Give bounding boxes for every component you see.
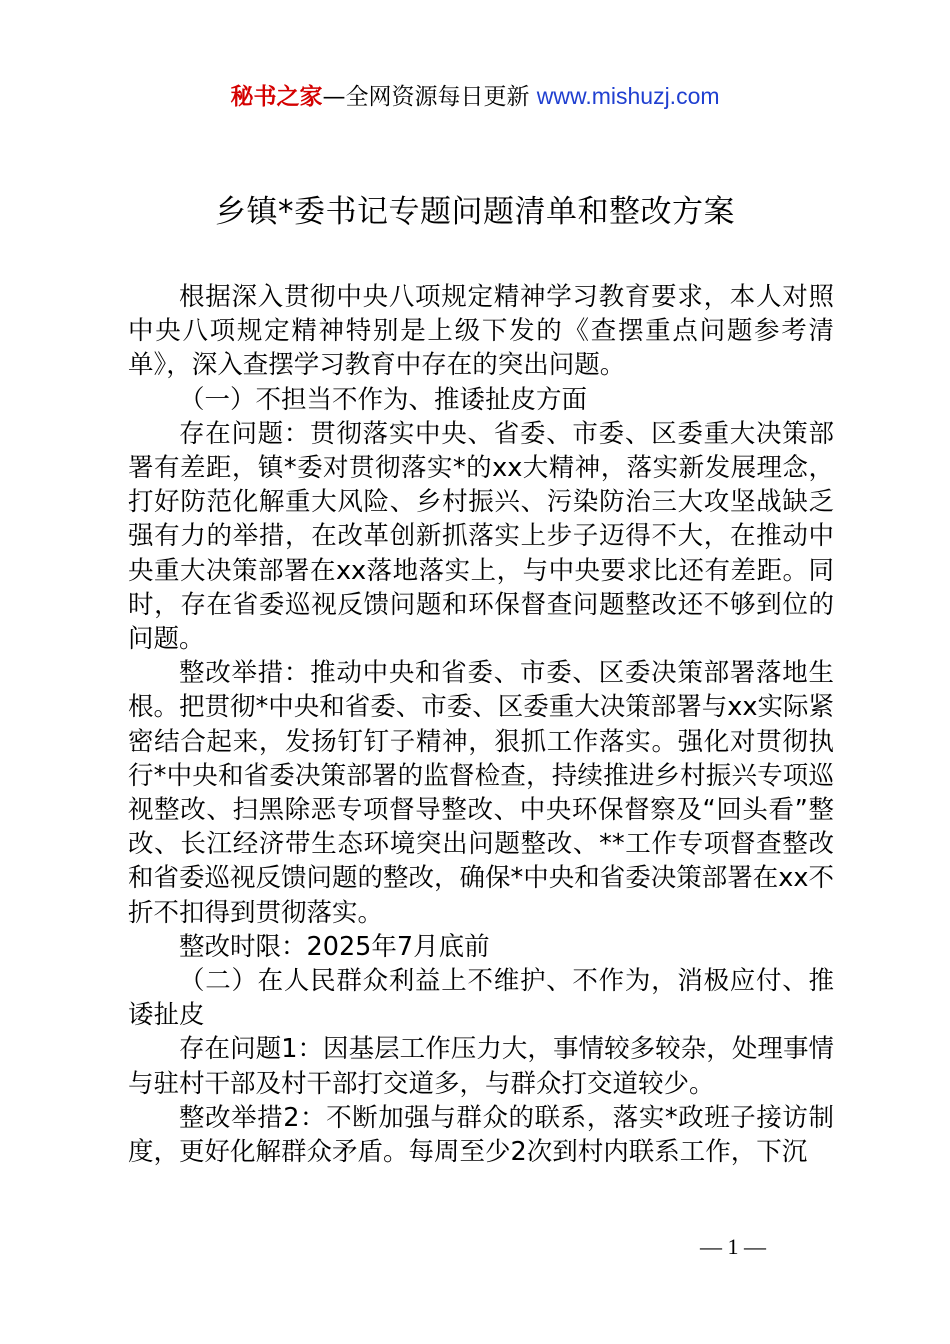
section-heading-1: （一）不担当不作为、推诿扯皮方面 (179, 384, 588, 415)
paragraph-intro: 根据深入贯彻中央八项规定精神学习教育要求，本人对照中央八项规定精神特别是上级下发的《查摆重点问题参考清单》，深入查摆学习教育中存在的突出问题。 (128, 282, 834, 381)
site-tagline: —全网资源每日更新 (322, 84, 537, 110)
page-number: — 1 — (700, 1234, 766, 1259)
paragraph-problem-2: 存在问题1：因基层工作压力大，事情较多较杂，处理事情与驻村干部及村干部打交道多，与群众打交道较少。 (128, 1034, 834, 1099)
paragraph-measures-2: 整改举措2：不断加强与群众的联系，落实*政班子接访制度，更好化解群众矛盾。每周至少2次到村内联系工作，下沉 (128, 1102, 834, 1168)
paragraph-problem-1: 存在问题：贯彻落实中央、省委、市委、区委重大决策部署有差距，镇*委对贯彻落实*的xx大精神，落实新发展理念，打好防范化解重大风险、乡村振兴、污染防治三大攻坚战缺乏强有力的举措，在改革创新抓落实上步子迈得不大，在推动中央重大决策部署在xx落地落实上，与中央要求比还有差距。同时，存在省委巡视反馈问题和环保督查问题整改还不够到位的问题。 (128, 418, 834, 655)
section-heading-2: （二）在人民群众利益上不维护、不作为，消极应付、推诿扯皮 (128, 966, 834, 1031)
paragraph-deadline-1: 整改时限：2025年7月底前 (179, 931, 490, 962)
document-title: 乡镇*委书记专题问题清单和整改方案 (215, 194, 735, 230)
document-body (128, 280, 834, 1169)
paragraph-measures-1: 整改举措：推动中央和省委、市委、区委决策部署落地生根。把贯彻*中央和省委、市委、区委重大决策部署与xx实际紧密结合起来，发扬钉钉子精神，狠抓工作落实。强化对贯彻执行*中央和省委决策部署的监督检查，持续推进乡村振兴专项巡视整改、扫黑除恶专项督导整改、中央环保督察及“回头看”整改、长江经济带生态环境突出问题整改、**工作专项督查整改和省委巡视反馈问题的整改，确保*中央和省委决策部署在xx不折不扣得到贯彻落实。 (128, 658, 834, 928)
site-banner (0, 80, 950, 113)
site-url[interactable]: www.mishuzj.com (536, 83, 720, 109)
site-brand: 秘书之家 (230, 84, 323, 110)
